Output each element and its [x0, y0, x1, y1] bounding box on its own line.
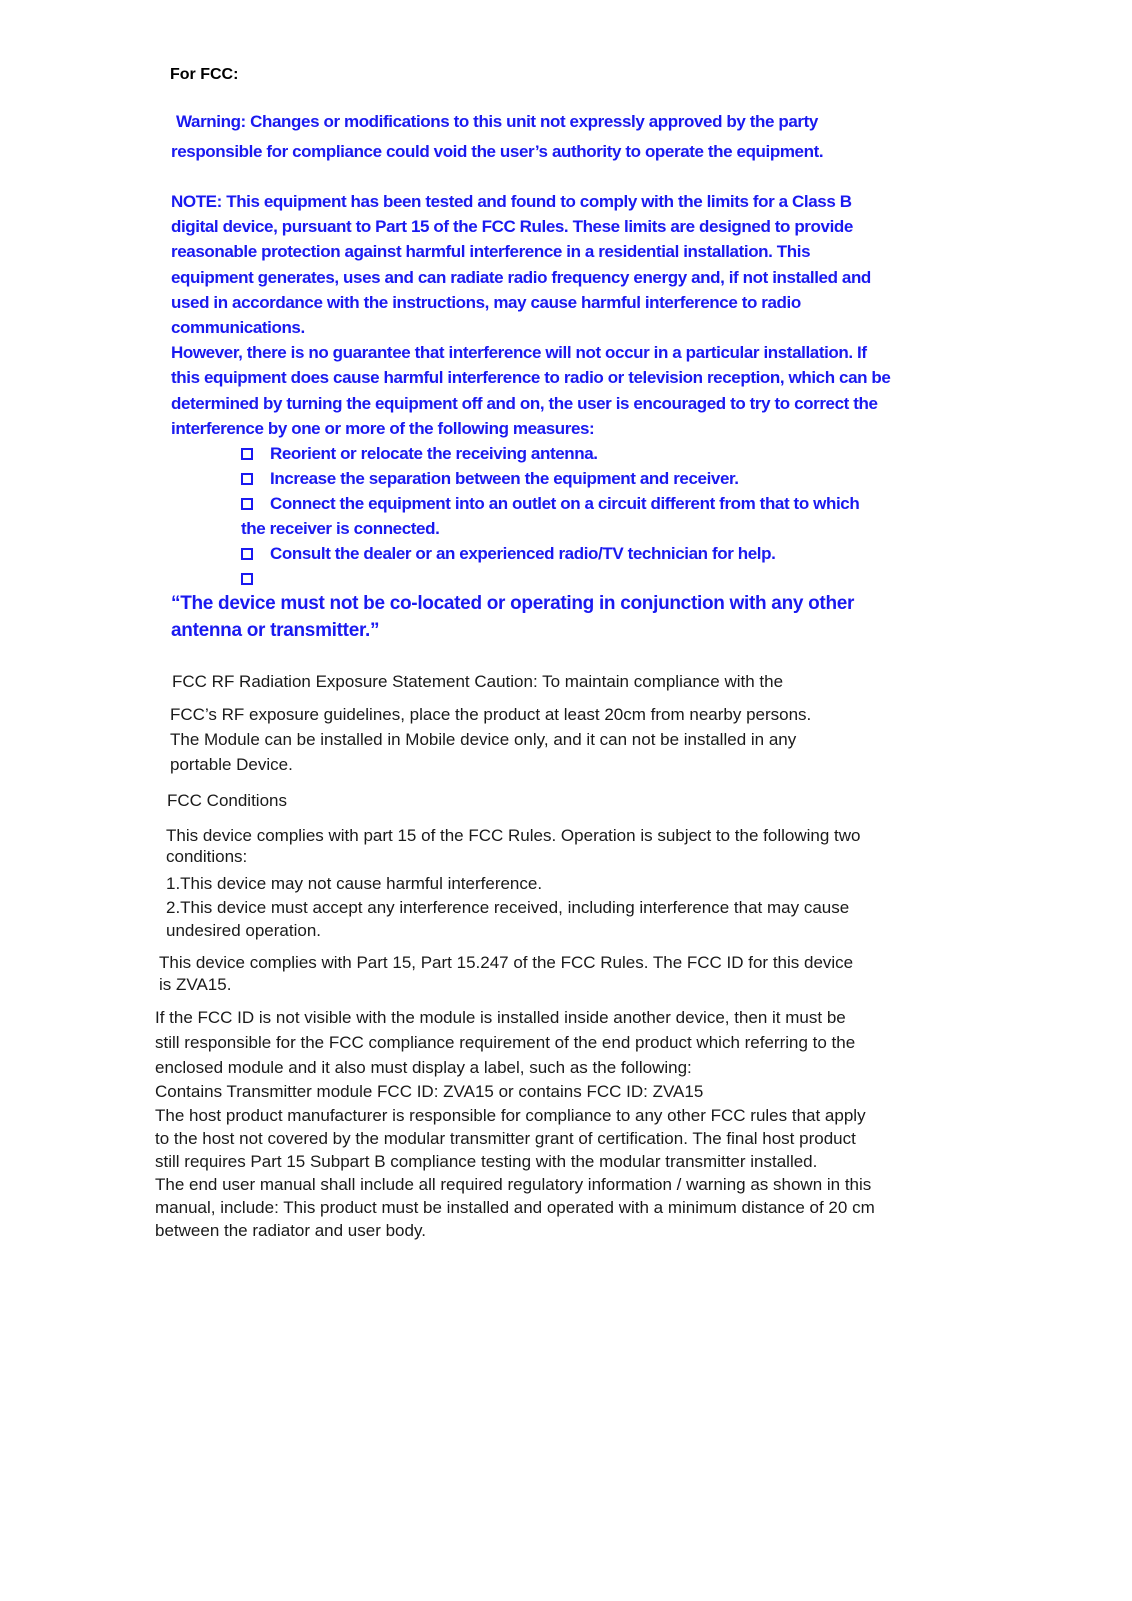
list-item-continuation: the receiver is connected.: [241, 519, 440, 538]
label-line: enclosed module and it also must display a label, such as the following:: [155, 1058, 692, 1078]
checkbox-square-icon: [241, 498, 253, 510]
conditions-title: FCC Conditions: [167, 791, 287, 810]
note-line: communications.: [171, 318, 305, 338]
list-item: [241, 441, 598, 466]
note-line: used in accordance with the instructions, may cause harmful interference to radio: [171, 292, 801, 312]
measure-text: Connect the equipment into an outlet on a circuit different from that to which: [270, 494, 860, 513]
condition-2-line-2: undesired operation.: [166, 921, 322, 940]
rf-line-4: portable Device.: [170, 755, 293, 774]
host-line: still requires Part 15 Subpart B compliance testing with the modular transmitter installed.: [155, 1152, 818, 1171]
note-line: this equipment does cause harmful interference to radio or television reception, which can be: [171, 368, 891, 388]
fcc-heading: For FCC:: [170, 66, 239, 83]
note-line: digital device, pursuant to Part 15 of the FCC Rules. These limits are designed to provide: [171, 217, 853, 237]
rf-line-1: FCC RF Radiation Exposure Statement Caution: To maintain compliance with the: [172, 672, 784, 691]
colocation-statement: [171, 590, 854, 644]
note-line: equipment generates, uses and can radiate radio frequency energy and, if not installed and: [171, 267, 871, 287]
checkbox-square-icon: [241, 573, 253, 585]
fcc-id-line-1: This device complies with Part 15, Part 15.247 of the FCC Rules. The FCC ID for this device: [159, 953, 854, 972]
host-line: between the radiator and user body.: [155, 1221, 426, 1240]
checkbox-square-icon: [241, 548, 253, 560]
rf-line-3: The Module can be installed in Mobile device only, and it can not be installed in any: [170, 730, 797, 749]
condition-1: 1.This device may not cause harmful interference.: [166, 874, 543, 893]
note-paragraph: [171, 189, 890, 441]
list-item: [241, 491, 859, 516]
note-line: However, there is no guarantee that interference will not occur in a particular installation. If: [171, 343, 867, 363]
host-line: The host product manufacturer is responsible for compliance to any other FCC rules that apply: [155, 1106, 866, 1125]
label-line: still responsible for the FCC compliance requirement of the end product which referring to the: [155, 1033, 856, 1053]
measure-text: Reorient or relocate the receiving antenna.: [270, 444, 598, 463]
note-line: NOTE: This equipment has been tested and found to comply with the limits for a Class B: [171, 192, 852, 211]
measure-text: Consult the dealer or an experienced radio/TV technician for help.: [270, 544, 776, 563]
warning-line-2: responsible for compliance could void the user’s authority to operate the equipment.: [171, 142, 824, 161]
colocation-line-1: “The device must not be co-located or operating in conjunction with any other: [171, 593, 855, 614]
checkbox-square-icon: [241, 473, 253, 485]
note-line: interference by one or more of the following measures:: [171, 418, 595, 438]
label-line: If the FCC ID is not visible with the module is installed inside another device, then it must be: [155, 1008, 846, 1027]
list-item-empty: [241, 566, 270, 591]
list-item: [241, 541, 775, 566]
conditions-intro-line-1: This device complies with part 15 of the FCC Rules. Operation is subject to the following two: [166, 826, 861, 845]
label-requirement: [155, 1005, 855, 1103]
warning-line-1: Warning: Changes or modifications to this unit not expressly approved by the party: [176, 112, 818, 131]
measure-text: Increase the separation between the equipment and receiver.: [270, 469, 739, 488]
rf-line-2: FCC’s RF exposure guidelines, place the product at least 20cm from nearby persons.: [170, 705, 812, 724]
checkbox-square-icon: [241, 448, 253, 460]
label-line: Contains Transmitter module FCC ID: ZVA15 or contains FCC ID: ZVA15: [155, 1081, 704, 1101]
colocation-line-2: antenna or transmitter.”: [171, 620, 380, 641]
host-requirements: [155, 1104, 875, 1242]
host-line: manual, include: This product must be installed and operated with a minimum distance of 20 cm: [155, 1198, 875, 1217]
host-line: The end user manual shall include all required regulatory information / warning as shown in this: [155, 1175, 872, 1194]
note-line: determined by turning the equipment off and on, the user is encouraged to try to correct the: [171, 393, 878, 413]
condition-2-line-1: 2.This device must accept any interference received, including interference that may cause: [166, 898, 850, 917]
fcc-id-line-2: is ZVA15.: [159, 975, 232, 994]
conditions-intro-line-2: conditions:: [166, 847, 248, 866]
host-line: to the host not covered by the modular transmitter grant of certification. The final host product: [155, 1129, 856, 1148]
list-item: [241, 466, 739, 491]
note-line: reasonable protection against harmful interference in a residential installation. This: [171, 242, 811, 262]
